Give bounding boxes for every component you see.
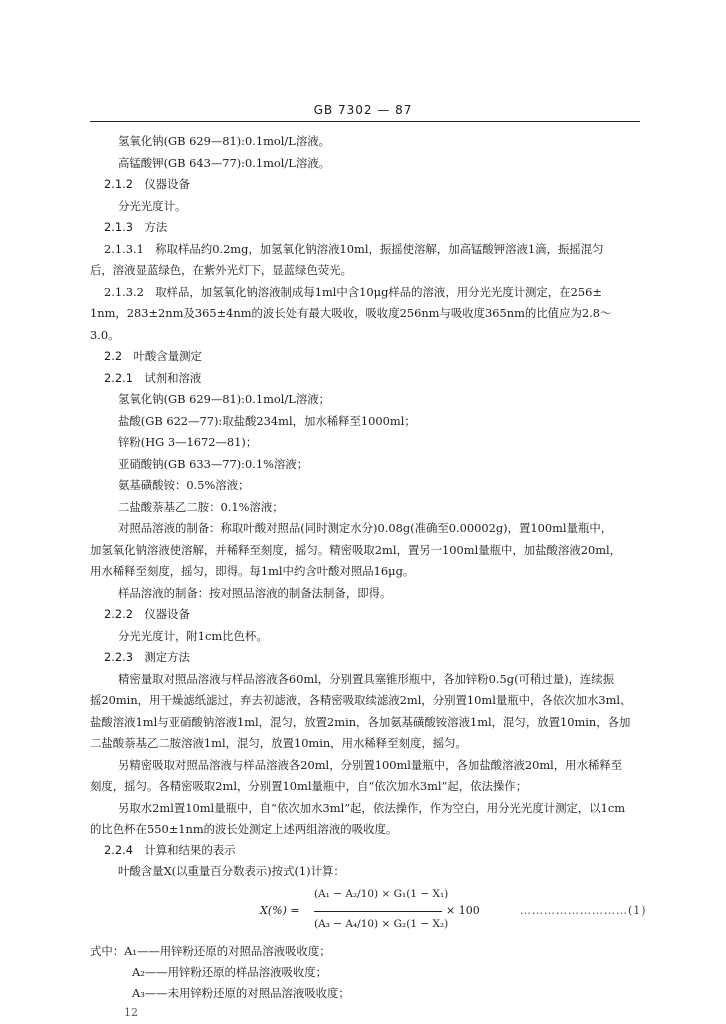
- section-heading: 2.1.3 方法: [104, 220, 168, 234]
- body-line: 后，溶液显蓝绿色，在紫外光灯下，显蓝绿色荧光。: [90, 263, 352, 277]
- section-heading: 2.2 叶酸含量测定: [104, 349, 202, 363]
- body-line: 盐酸溶液1ml与亚硝酸钠溶液1ml，混匀，放置2min，各加氨基磺酸铵溶液1ml，混匀，放置10min，各加: [90, 715, 631, 729]
- reagent-line: 氢氧化钠(GB 629—81):0.1mol/L溶液；: [118, 392, 330, 406]
- legend-line: 式中：A₁——用锌粉还原的对照品溶液吸收度；: [90, 944, 331, 958]
- body-line: 刻度，摇匀。各精密吸取2ml，分别置10ml量瓶中，自“依次加水3ml”起，依法操作；: [90, 779, 528, 793]
- reagent-line: 亚硝酸钠(GB 633—77):0.1%溶液；: [118, 457, 309, 471]
- body-line: 叶酸含量X(以重量百分数表示)按式(1)计算：: [118, 864, 345, 878]
- body-line: 另精密吸取对照品溶液与样品溶液各20ml，分别置100ml量瓶中，各加盐酸溶液20ml，用水稀释至: [118, 758, 623, 772]
- body-line: 2.1.3.1 称取样品约0.2mg，加氢氧化钠溶液10ml，振摇使溶解，加高锰酸钾溶液1滴，振摇混匀: [104, 242, 604, 256]
- formula-multiplier: × 100: [446, 904, 480, 917]
- page-number: 12: [124, 1006, 138, 1019]
- body-line: 分光光度计。: [118, 199, 187, 213]
- section-heading: 2.2.3 测定方法: [104, 650, 190, 664]
- body-line: 2.1.3.2 取样品，加氢氧化钠溶液制成每1ml中含10μg样品的溶液，用分光光度计测定，在256±: [104, 285, 602, 299]
- section-heading: 2.2.1 试剂和溶液: [104, 371, 202, 385]
- reagent-line: 氨基磺酸铵：0.5%溶液；: [118, 478, 250, 492]
- section-heading: 2.2.4 计算和结果的表示: [104, 843, 236, 857]
- formula-denominator: (A₃ − A₄/10) × G₂(1 − X₂): [314, 918, 449, 930]
- body-line: 的比色杯在550±1nm的波长处测定上述两组溶液的吸收度。: [90, 822, 398, 836]
- formula-number: ………………………(1): [520, 904, 647, 917]
- body-line: 摇20min，用干燥滤纸滤过，弃去初滤液，各精密吸取续滤液2ml，分别置10ml量瓶中，各依次加水3ml、: [90, 693, 632, 707]
- body-line: 精密量取对照品溶液与样品溶液各60ml，分别置具塞锥形瓶中，各加锌粉0.5g(可稍过量)，连续振: [118, 672, 615, 686]
- header-rule: [90, 121, 640, 122]
- reagent-line: 盐酸(GB 622—77):取盐酸234ml，加水稀释至1000ml；: [118, 414, 416, 428]
- fraction-bar: [314, 911, 442, 912]
- body-line: 加氢氧化钠溶液使溶解，并稀释至刻度，摇匀。精密吸取2ml，置另一100ml量瓶中，加盐酸溶液20ml，: [90, 543, 622, 557]
- body-line: 3.0。: [90, 328, 120, 342]
- body-line: 1nm，283±2nm及365±4nm的波长处有最大吸收，吸收度256nm与吸收度365nm的比值应为2.8～: [90, 306, 612, 320]
- legend-line: A₃——未用锌粉还原的对照品溶液吸收度；: [132, 986, 350, 1000]
- body-line: 样品溶液的制备：按对照品溶液的制备法制备，即得。: [118, 586, 392, 600]
- body-line: 分光光度计，附1cm比色杯。: [118, 629, 268, 643]
- body-line: 对照品溶液的制备：称取叶酸对照品(同时测定水分)0.08g(准确至0.00002g)，置100ml量瓶中，: [118, 521, 613, 535]
- formula-numerator: (A₁ − A₂/10) × G₁(1 − X₁): [314, 888, 449, 900]
- reagent-line: 氢氧化钠(GB 629—81):0.1mol/L溶液。: [118, 134, 330, 148]
- section-heading: 2.1.2 仪器设备: [104, 177, 190, 191]
- body-line: 用水稀释至刻度，摇匀，即得。每1ml中约含叶酸对照品16μg。: [90, 564, 415, 578]
- formula-1: [258, 884, 658, 940]
- body-line: 二盐酸萘基乙二胺溶液1ml，混匀，放置10min，用水稀释至刻度，摇匀。: [90, 736, 467, 750]
- body-line: 另取水2ml置10ml量瓶中，自“依次加水3ml”起，依法操作，作为空白，用分光光度计测定，以1cm: [118, 801, 626, 815]
- reagent-line: 高锰酸钾(GB 643—77):0.1mol/L溶液。: [118, 156, 330, 170]
- reagent-line: 二盐酸萘基乙二胺：0.1%溶液；: [118, 500, 284, 514]
- page-header: GB 7302 — 87: [313, 103, 413, 117]
- section-heading: 2.2.2 仪器设备: [104, 607, 190, 621]
- reagent-line: 锌粉(HG 3—1672—81)；: [118, 435, 258, 449]
- formula-lhs: X(%) =: [260, 904, 300, 917]
- legend-line: A₂——用锌粉还原的样品溶液吸收度；: [132, 965, 328, 979]
